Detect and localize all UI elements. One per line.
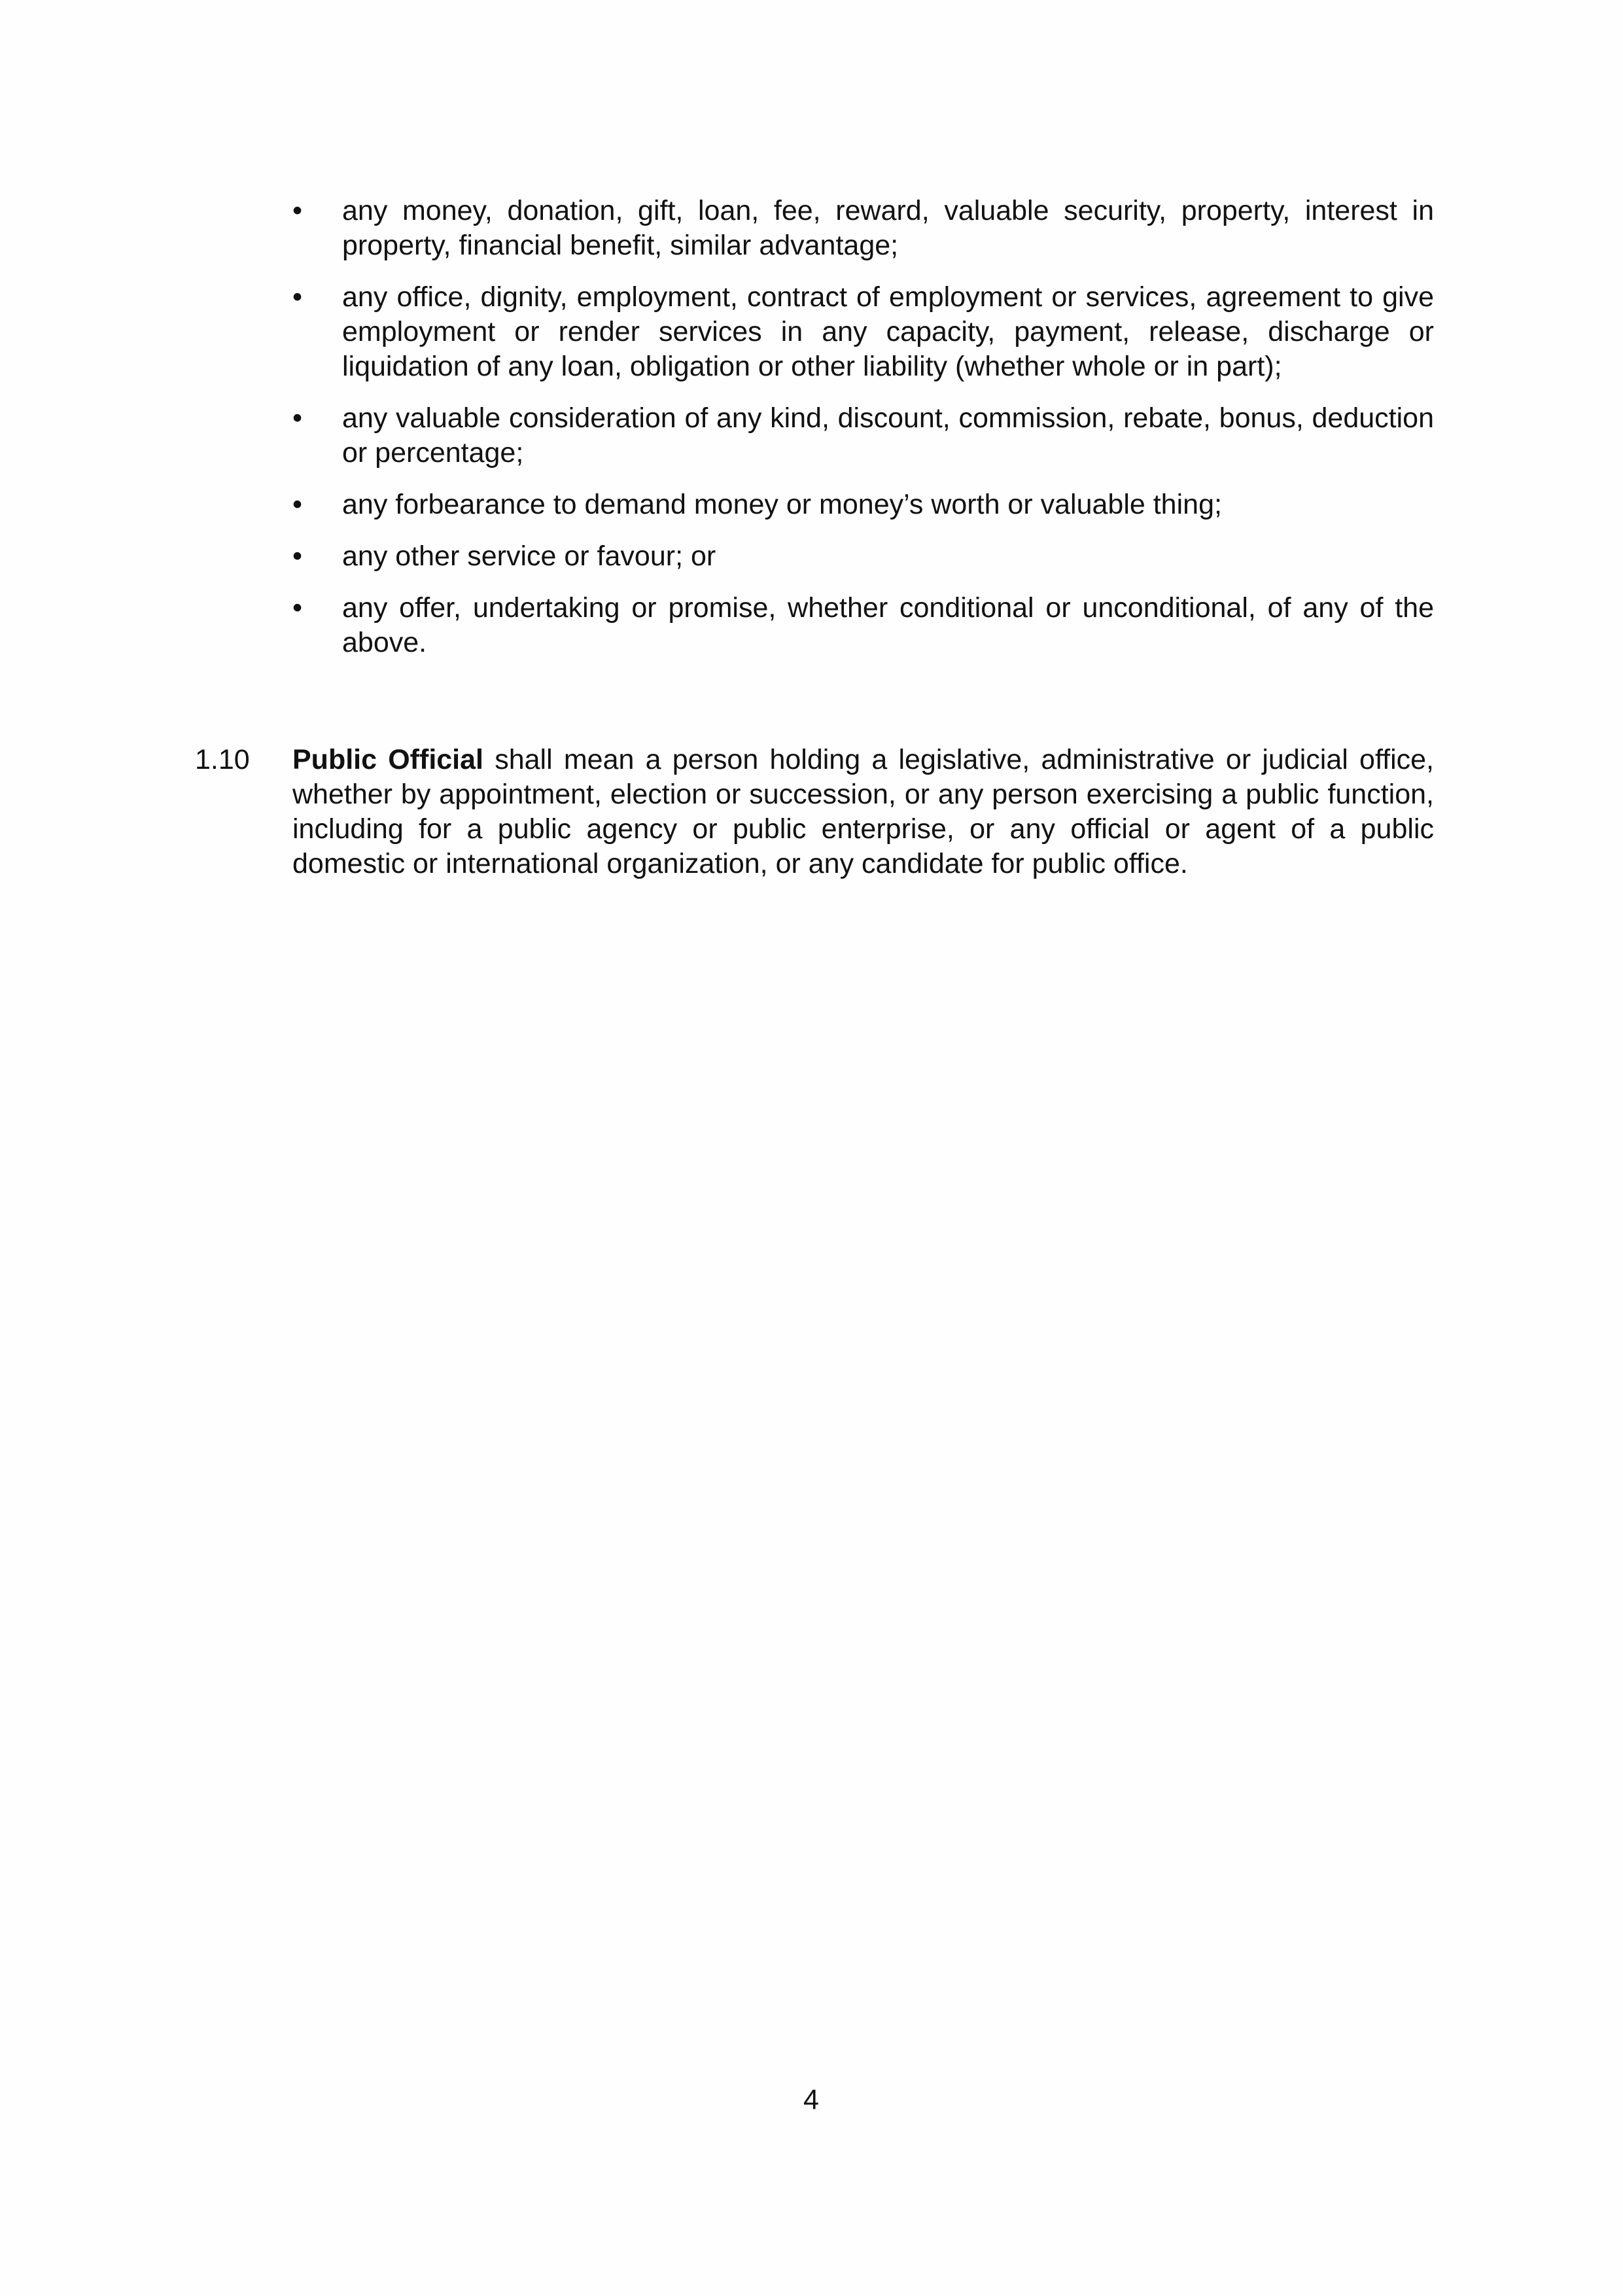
bullet-marker: • <box>292 281 303 313</box>
bullet-marker: • <box>292 195 303 226</box>
bullet-marker: • <box>292 489 303 520</box>
list-item-text: any other service or favour; or <box>342 540 716 572</box>
clause-1-10 <box>195 743 1434 881</box>
list-item-text: any valuable consideration of any kind, discount, commission, rebate, bonus, deduction or percentage; <box>342 402 1434 468</box>
bullet-marker: • <box>292 592 303 624</box>
list-item-text: any offer, undertaking or promise, whether conditional or unconditional, of any of the above. <box>342 592 1434 658</box>
list-item <box>292 539 1434 574</box>
list-item-text: any forbearance to demand money or money’s worth or valuable thing; <box>342 489 1222 520</box>
bullet-marker: • <box>292 402 303 434</box>
clause-body <box>292 743 1434 881</box>
clause-number: 1.10 <box>195 744 250 775</box>
defined-term: Public Official <box>292 744 483 775</box>
list-item <box>292 280 1434 384</box>
bullet-list <box>292 194 1434 677</box>
clause-definition: shall mean a person holding a legislative, administrative or judicial office, whether by appointment, election or succession, or any person exercising a public function, including for a public agency or public enterprise, or any official or agent of a public domestic or international organization, or any candidate for public office. <box>292 744 1434 879</box>
list-item <box>292 487 1434 522</box>
list-item-text: any office, dignity, employment, contract of employment or services, agreement to give employment or render services in any capacity, payment, release, discharge or liquidation of any loan, obligation or other liability (whether whole or in part); <box>342 281 1434 382</box>
list-item <box>292 194 1434 263</box>
bullet-marker: • <box>292 540 303 572</box>
list-item <box>292 591 1434 660</box>
list-item <box>292 401 1434 470</box>
page-number: 4 <box>803 2084 819 2115</box>
list-item-text: any money, donation, gift, loan, fee, reward, valuable security, property, interest in property, financial benefit, similar advantage; <box>342 195 1434 261</box>
